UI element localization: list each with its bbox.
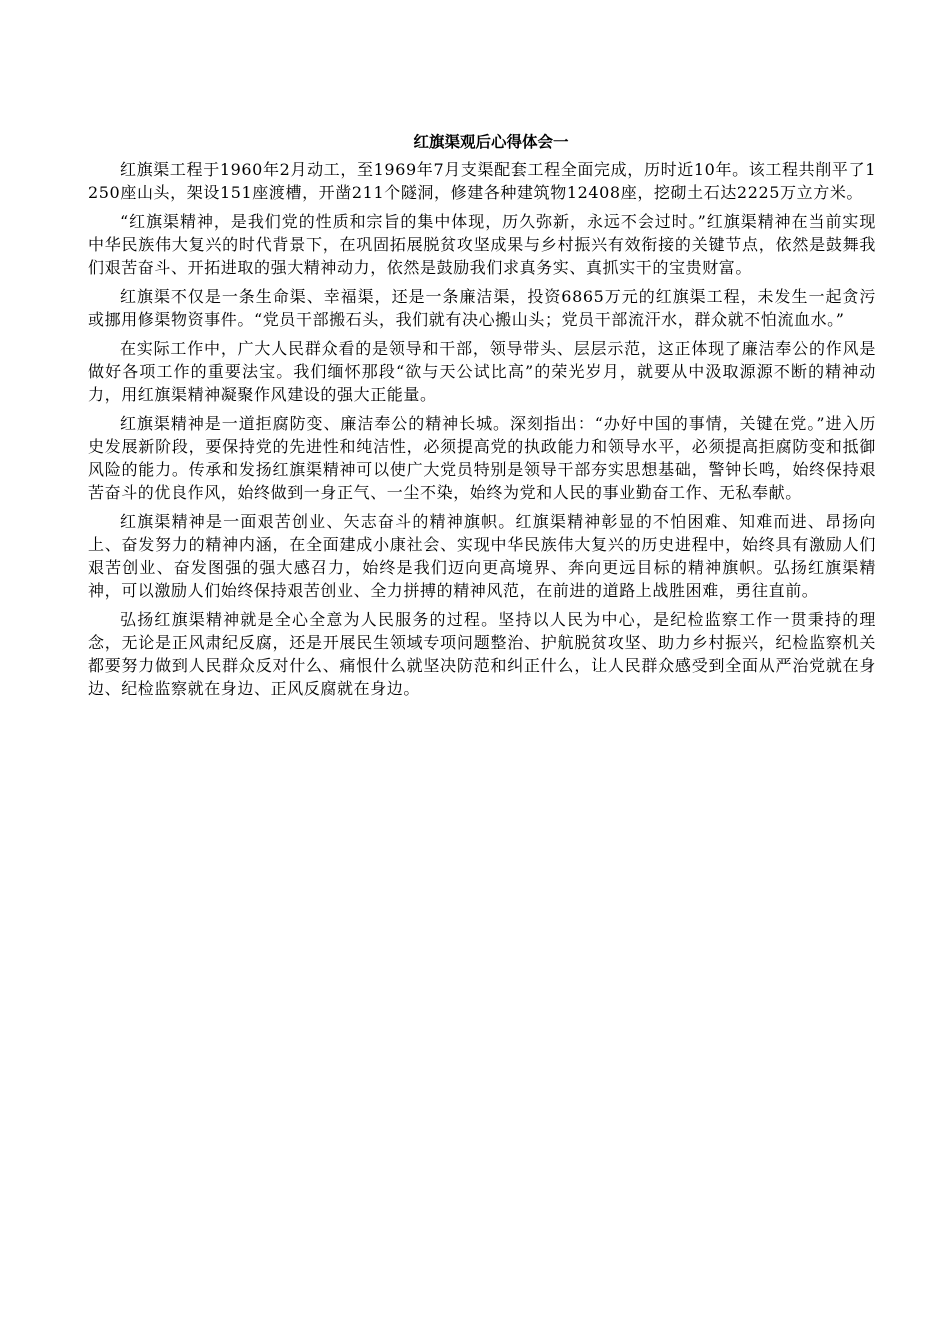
paragraph-1: 红旗渠工程于1960年2月动工，至1969年7月支渠配套工程全面完成，历时近10年。该工程共削平了1250座山头，架设151座渡槽，开凿211个隧洞，修建各种建筑物12408座，挖砌土石达2225万立方米。 <box>88 160 876 202</box>
paragraph-7: 弘扬红旗渠精神就是全心全意为人民服务的过程。坚持以人民为中心，是纪检监察工作一贯秉持的理念，无论是正风肃纪反腐，还是开展民生领域专项问题整治、护航脱贫攻坚、助力乡村振兴，纪检监察机关都要努力做到人民群众反对什么、痛恨什么就坚决防范和纠正什么，让人民群众感受到全面从严治党就在身边、纪检监察就在身边、正风反腐就在身边。 <box>88 610 876 698</box>
paragraph-3: 红旗渠不仅是一条生命渠、幸福渠，还是一条廉洁渠，投资6865万元的红旗渠工程，未发生一起贪污或挪用修渠物资事件。“党员干部搬石头，我们就有决心搬山头；党员干部流汗水，群众就不怕流血水。” <box>88 287 876 329</box>
paragraph-4: 在实际工作中，广大人民群众看的是领导和干部，领导带头、层层示范，这正体现了廉洁奉公的作风是做好各项工作的重要法宝。我们缅怀那段“欲与天公试比高”的荣光岁月，就要从中汲取源源不断的精神动力，用红旗渠精神凝聚作风建设的强大正能量。 <box>88 339 876 404</box>
document-body <box>88 128 876 706</box>
paragraph-5: 红旗渠精神是一道拒腐防变、廉洁奉公的精神长城。深刻指出：“办好中国的事情，关键在党。”进入历史发展新阶段，要保持党的先进性和纯洁性，必须提高党的执政能力和领导水平，必须提高拒腐防变和抵御风险的能力。传承和发扬红旗渠精神可以使广大党员特别是领导干部夯实思想基础，警钟长鸣，始终保持艰苦奋斗的优良作风，始终做到一身正气、一尘不染，始终为党和人民的事业勤奋工作、无私奉献。 <box>88 414 876 502</box>
paragraph-6: 红旗渠精神是一面艰苦创业、矢志奋斗的精神旗帜。红旗渠精神彰显的不怕困难、知难而进、昂扬向上、奋发努力的精神内涵，在全面建成小康社会、实现中华民族伟大复兴的历史进程中，始终具有激励人们艰苦创业、奋发图强的强大感召力，始终是我们迈向更高境界、奔向更远目标的精神旗帜。弘扬红旗渠精神，可以激励人们始终保持艰苦创业、全力拼搏的精神风范，在前进的道路上战胜困难，勇往直前。 <box>88 512 876 600</box>
paragraph-2: “红旗渠精神，是我们党的性质和宗旨的集中体现，历久弥新，永远不会过时。”红旗渠精神在当前实现中华民族伟大复兴的时代背景下，在巩固拓展脱贫攻坚成果与乡村振兴有效衔接的关键节点，依然是鼓舞我们艰苦奋斗、开拓进取的强大精神动力，依然是鼓励我们求真务实、真抓实干的宝贵财富。 <box>88 212 876 277</box>
document-title: 红旗渠观后心得体会一 <box>413 133 569 151</box>
